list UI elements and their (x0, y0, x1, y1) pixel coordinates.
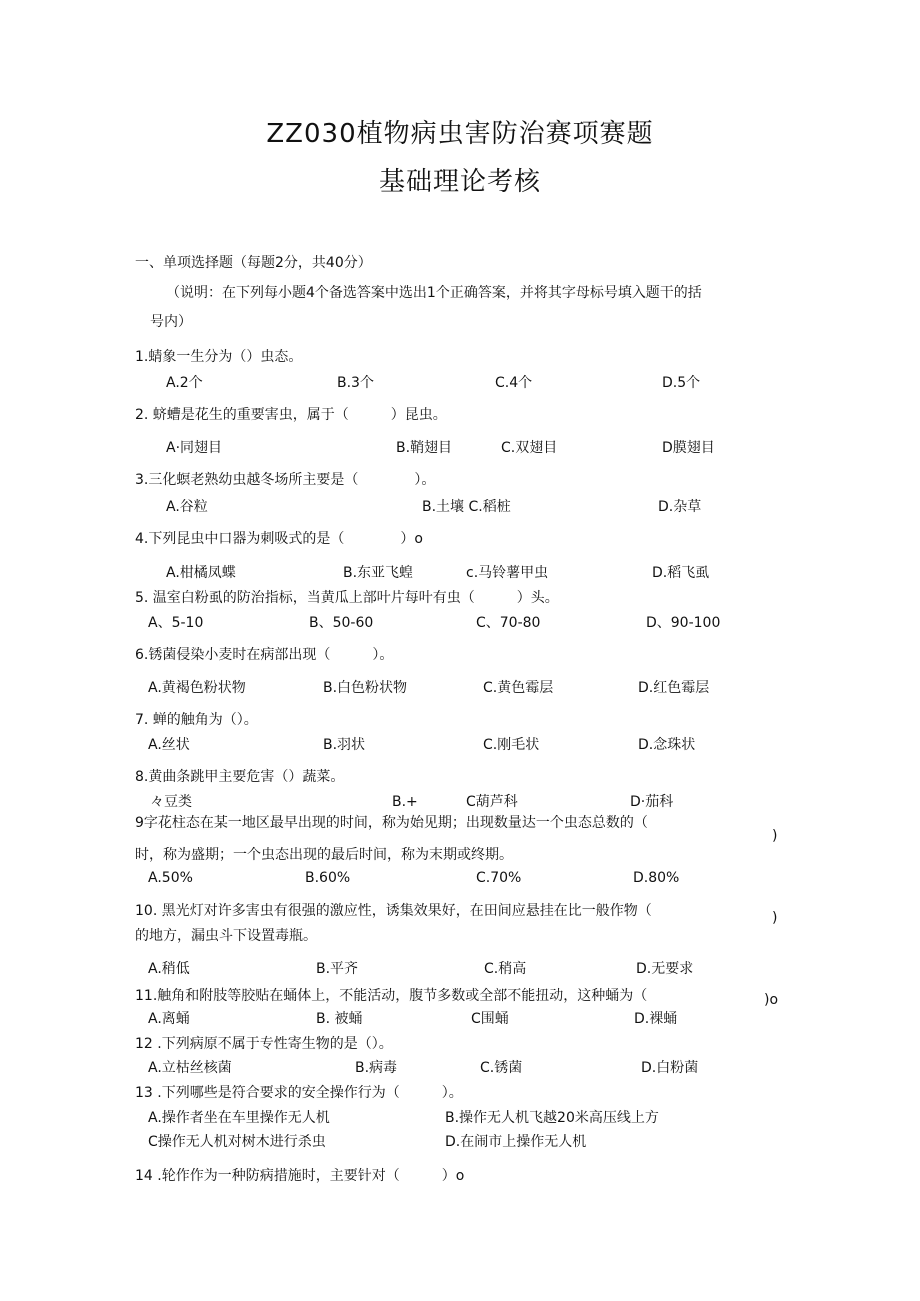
q8-option-c: C葫芦科 (466, 794, 518, 810)
q3-option-d: D.杂草 (658, 499, 702, 515)
q5-option-c: C、70-80 (476, 615, 541, 631)
q9-option-b: B.60% (305, 870, 351, 886)
q2-option-d: D膜翅目 (662, 440, 715, 456)
instruction-line-2: 号内） (150, 314, 192, 330)
q9-option-d: D.80% (633, 870, 680, 886)
q7-option-d: D.念珠状 (638, 737, 696, 753)
q6-option-b: B.白色粉状物 (323, 680, 408, 696)
q1-option-b: B.3个 (337, 375, 374, 391)
q3-stem: 3.三化螟老熟幼虫越冬场所主要是（ ）。 (135, 472, 436, 488)
q14-stem: 14 .轮作作为一种防病措施时，主要针对（ ）o (135, 1168, 465, 1184)
q4-option-a: A.柑橘凤蝶 (166, 565, 236, 581)
instruction-line-1: （说明：在下列每小题4个备选答案中选出1个正确答案，并将其字母标号填入题干的括 (166, 285, 702, 301)
q5-option-b: B、50-60 (309, 615, 374, 631)
q4-option-d: D.稻飞虱 (652, 565, 710, 581)
q4-option-c: c.马铃薯甲虫 (466, 565, 549, 581)
q7-option-c: C.刚毛状 (483, 737, 540, 753)
q3-option-a: A.谷粒 (166, 499, 208, 515)
q8-option-d: D·茄科 (630, 794, 674, 810)
q12-option-a: A.立枯丝核菌 (148, 1060, 232, 1076)
q8-option-b: B.+ (392, 794, 418, 810)
q10-closing-paren: ) (772, 910, 778, 926)
q12-option-d: D.白粉菌 (641, 1060, 699, 1076)
q7-stem: 7. 蝉的触角为（）。 (135, 712, 258, 728)
q12-option-b: B.病毒 (355, 1060, 398, 1076)
doc-title: ZZ030植物病虫害防治赛项赛题 (266, 119, 654, 149)
q10-stem-line-1: 10. 黑光灯对许多害虫有很强的激应性，诱集效果好，在田间应悬挂在比一般作物（ (135, 903, 652, 919)
q8-option-a: 々豆类 (150, 794, 192, 810)
q6-option-c: C.黄色霉层 (483, 680, 554, 696)
q13-option-c: C操作无人机对树木进行杀虫 (148, 1134, 326, 1150)
q1-option-c: C.4个 (495, 375, 533, 391)
q11-stem: 11.触角和附肢等胶贴在蛹体上，不能活动，腹节多数或全部不能扭动，这种蛹为（ (135, 988, 648, 1004)
q10-option-a: A.稍低 (148, 961, 190, 977)
q10-stem-line-2: 的地方，漏虫斗下设置毒瓶。 (135, 928, 317, 944)
q9-closing-paren: ) (772, 828, 778, 844)
q5-option-a: A、5-10 (148, 615, 204, 631)
q12-stem: 12 .下列病原不属于专性寄生物的是（）。 (135, 1036, 393, 1052)
q10-option-b: B.平齐 (316, 961, 359, 977)
q3-option-bc: B.土壤 C.稻桩 (422, 499, 511, 515)
q13-stem: 13 .下列哪些是符合要求的安全操作行为（ ）。 (135, 1085, 463, 1101)
q5-stem: 5. 温室白粉虱的防治指标，当黄瓜上部叶片每叶有虫（ ）头。 (135, 590, 559, 606)
q1-option-d: D.5个 (662, 375, 701, 391)
q4-stem: 4.下列昆虫中口器为刺吸式的是（ ）o (135, 531, 423, 547)
q9-stem-line-1: 9字花柱态在某一地区最早出现的时间，称为始见期；出现数量达一个虫态总数的（ (135, 815, 648, 831)
q11-option-c: C围蛹 (471, 1011, 509, 1027)
q6-option-a: A.黄褐色粉状物 (148, 680, 246, 696)
section-heading: 一、单项选择题（每题2分，共40分） (135, 255, 372, 271)
q13-option-a: A.操作者坐在车里操作无人机 (148, 1110, 330, 1126)
q2-option-b: B.鞘翅目 (396, 440, 453, 456)
q2-option-c: C.双翅目 (501, 440, 558, 456)
q7-option-a: A.丝状 (148, 737, 190, 753)
q10-option-d: D.无要求 (636, 961, 694, 977)
q6-option-d: D.红色霉层 (638, 680, 710, 696)
q1-option-a: A.2个 (166, 375, 203, 391)
doc-subtitle: 基础理论考核 (378, 167, 541, 197)
q13-option-d: D.在闹市上操作无人机 (445, 1134, 587, 1150)
q1-stem: 1.蜻象一生分为（）虫态。 (135, 349, 303, 365)
q13-option-b: B.操作无人机飞越20米高压线上方 (445, 1110, 659, 1126)
q2-stem: 2. 蛴螬是花生的重要害虫，属于（ ）昆虫。 (135, 407, 447, 423)
q9-option-a: A.50% (148, 870, 193, 886)
q5-option-d: D、90-100 (646, 615, 721, 631)
q8-stem: 8.黄曲条跳甲主要危害（）蔬菜。 (135, 769, 345, 785)
q12-option-c: C.锈菌 (480, 1060, 523, 1076)
q4-option-b: B.东亚飞蝗 (343, 565, 414, 581)
q11-option-a: A.离蛹 (148, 1011, 190, 1027)
q7-option-b: B.羽状 (323, 737, 366, 753)
q9-stem-line-2: 时，称为盛期；一个虫态出现的最后时间，称为末期或终期。 (135, 847, 513, 863)
q11-option-d: D.裸蛹 (634, 1011, 678, 1027)
q11-option-b: B. 被蛹 (316, 1011, 363, 1027)
q9-option-c: C.70% (476, 870, 522, 886)
q11-closing-paren: )o (764, 992, 779, 1008)
q2-option-a: A·同翅目 (166, 440, 223, 456)
q6-stem: 6.锈菌侵染小麦时在病部出现（ ）。 (135, 647, 394, 663)
q10-option-c: C.稍高 (484, 961, 527, 977)
